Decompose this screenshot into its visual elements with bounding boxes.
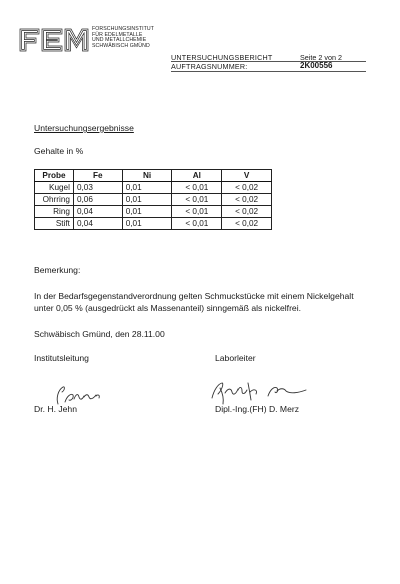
order-number-label: AUFTRAGSNUMMER:: [171, 62, 248, 71]
table-row: [35, 206, 272, 218]
page-indicator: Seite 2 von 2: [300, 53, 342, 62]
section-heading: Untersuchungsergebnisse: [34, 123, 134, 133]
sample-name-cell: Ohrring: [35, 194, 74, 206]
institute-name-block: [92, 27, 154, 49]
institute-management-label: Institutsleitung: [34, 353, 89, 363]
fem-logo-mark: [19, 28, 89, 52]
column-header: Al: [172, 170, 222, 182]
table-cell: < 0,01: [172, 182, 222, 194]
header-rule: [171, 71, 366, 72]
table-cell: 0,04: [73, 206, 122, 218]
table-cell: < 0,02: [222, 218, 272, 230]
table-cell: 0,01: [122, 206, 172, 218]
table-cell: < 0,01: [172, 194, 222, 206]
table-cell: < 0,02: [222, 206, 272, 218]
remark-text: [34, 290, 374, 314]
table-cell: < 0,01: [172, 206, 222, 218]
content-unit-label: Gehalte in %: [34, 146, 84, 156]
table-row: [35, 194, 272, 206]
remark-line: unter 0,05 % (ausgedrückt als Massenanteil) sinngemäß als nickelfrei.: [34, 303, 302, 313]
table-cell: < 0,01: [172, 218, 222, 230]
sample-name-cell: Ring: [35, 206, 74, 218]
table-cell: 0,04: [73, 218, 122, 230]
table-cell: < 0,02: [222, 182, 272, 194]
signatory-name-left: Dr. H. Jehn: [34, 404, 77, 414]
column-header: Ni: [122, 170, 172, 182]
table-cell: < 0,02: [222, 194, 272, 206]
table-cell: 0,06: [73, 194, 122, 206]
institute-line: FORSCHUNGSINSTITUT: [92, 26, 155, 32]
remark-line: In der Bedarfsgegenstandverordnung gelten Schmuckstücke mit einem Nickelgehalt: [34, 291, 354, 301]
institute-line: SCHWÄBISCH GMÜND: [92, 42, 150, 49]
column-header: Fe: [73, 170, 122, 182]
table-header-row: [35, 170, 272, 182]
table-cell: 0,01: [122, 218, 172, 230]
signatory-name-right: Dipl.-Ing.(FH) D. Merz: [215, 404, 300, 414]
fem-logo: [19, 28, 89, 52]
order-number: 2K00556: [300, 61, 333, 70]
sample-name-cell: Stift: [35, 218, 74, 230]
results-table: [34, 169, 272, 230]
table-row: [35, 218, 272, 230]
institute-line: FÜR EDELMETALLE: [92, 31, 143, 38]
table-cell: 0,01: [122, 182, 172, 194]
column-header: V: [222, 170, 272, 182]
report-title: UNTERSUCHUNGSBERICHT: [171, 53, 273, 62]
institute-line: UND METALLCHEMIE: [92, 37, 147, 44]
place-and-date: Schwäbisch Gmünd, den 28.11.00: [34, 329, 165, 339]
column-header: Probe: [35, 170, 74, 182]
sample-name-cell: Kugel: [35, 182, 74, 194]
table-cell: 0,01: [122, 194, 172, 206]
table-cell: 0,03: [73, 182, 122, 194]
table-row: [35, 182, 272, 194]
remark-label: Bemerkung:: [34, 265, 81, 275]
lab-head-label: Laborleiter: [215, 353, 256, 363]
